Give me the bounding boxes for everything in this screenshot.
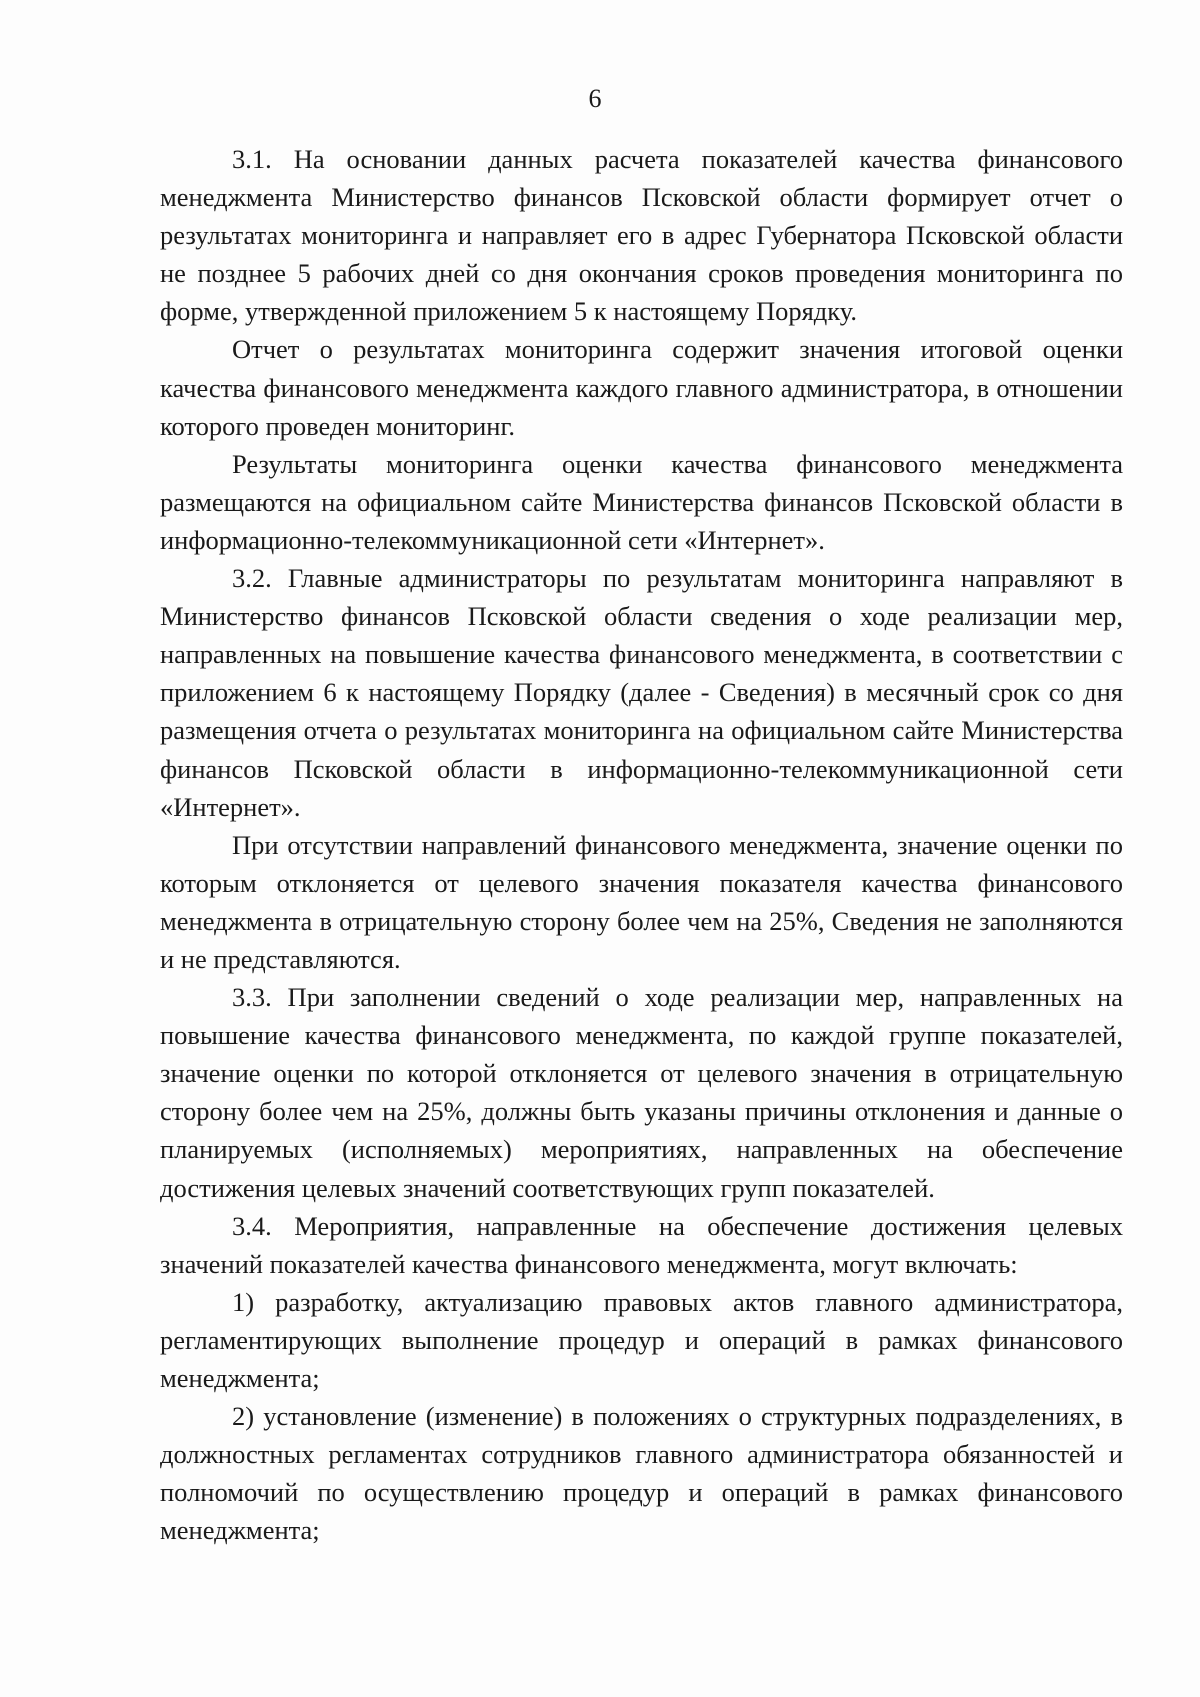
list-item-2: 2) установление (изменение) в положениях о структурных подразделениях, в должностных регламентах сотрудников главного администратора обязанностей и полномочий по осуществлению процедур и операций в рамках финансового менеджмента; [160,1401,1123,1546]
paragraph-3-1: 3.1. На основании данных расчета показателей качества финансового менеджмента Министерство финансов Псковской области формирует отчет о результатах мониторинга и направляет его в адрес Губернатора Псковской области не позднее 5 рабочих дней со дня окончания сроков проведения мониторинга по форме, утвержденной приложением 5 к настоящему Порядку. [160,144,1123,327]
paragraph-3-2: 3.2. Главные администраторы по результатам мониторинга направляют в Министерство финансов Псковской области сведения о ходе реализации мер, направленных на повышение качества финансового менеджмента, в соответствии с приложением 6 к настоящему Порядку (далее - Сведения) в месячный срок со дня размещения отчета о результатах мониторинга на официальном сайте Министерства финансов Псковской области в информационно-телекоммуникационной сети «Интернет». [160,563,1123,822]
paragraph-no-deviations: При отсутствии направлений финансового менеджмента, значение оценки по которым отклоняется от целевого значения показателя качества финансового менеджмента в отрицательную сторону более чем на 25%, Сведения не заполняются и не представляются. [160,829,1123,974]
document-body [160,140,1123,1549]
paragraph-3-4: 3.4. Мероприятия, направленные на обеспечение достижения целевых значений показателей качества финансового менеджмента, могут включать: [160,1210,1123,1279]
list-item-1: 1) разработку, актуализацию правовых актов главного администратора, регламентирующих выполнение процедур и операций в рамках финансового менеджмента; [160,1286,1123,1393]
paragraph-results-publication: Результаты мониторинга оценки качества финансового менеджмента размещаются на официальном сайте Министерства финансов Псковской области в информационно-телекоммуникационной сети «Интернет». [160,448,1123,555]
paragraph-3-3: 3.3. При заполнении сведений о ходе реализации мер, направленных на повышение качества финансового менеджмента, по каждой группе показателей, значение оценки по которой отклоняется от целевого значения в отрицательную сторону более чем на 25%, должны быть указаны причины отклонения и данные о планируемых (исполняемых) мероприятиях, направленных на обеспечение достижения целевых значений соответствующих групп показателей. [160,982,1123,1203]
paragraph-report-contents: Отчет о результатах мониторинга содержит значения итоговой оценки качества финансового менеджмента каждого главного администратора, в отношении которого проведен мониторинг. [160,334,1123,441]
page-number: 6 [588,84,602,113]
